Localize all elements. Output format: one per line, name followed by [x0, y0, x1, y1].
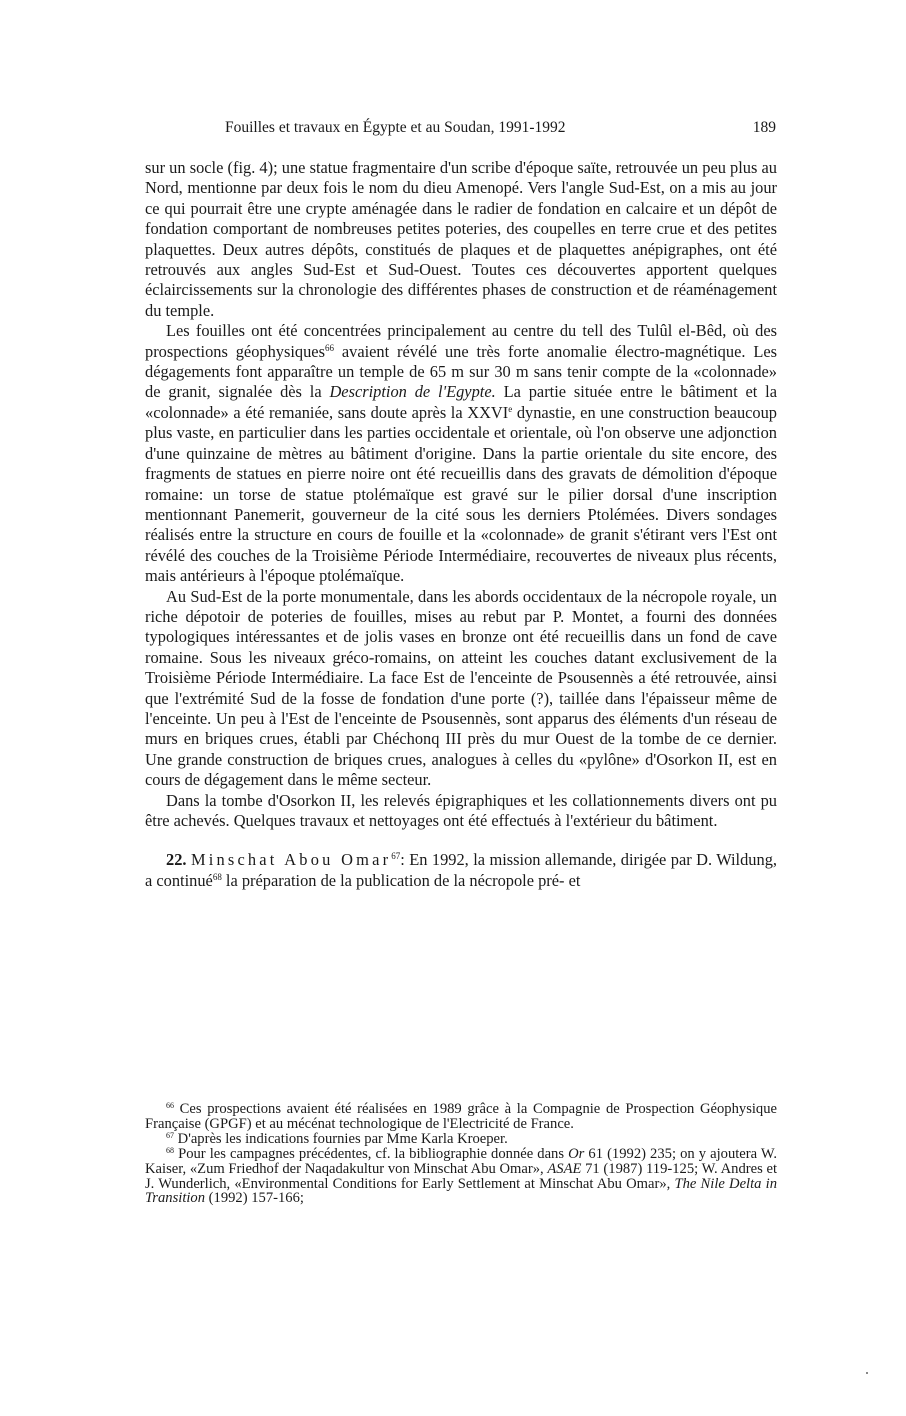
body-text — [145, 158, 777, 891]
footnote-68-journal-asae: ASAE — [547, 1160, 582, 1177]
footnote-68-text-d: (1992) 157-166; — [205, 1190, 304, 1207]
section-22-text-b: la préparation de la publication de la nécropole pré- et — [221, 870, 581, 890]
footnotes — [145, 1102, 777, 1206]
section-22-text-a: : En 1992, la mission allemande, dirigée par D. Wildung, a continué — [145, 850, 777, 890]
footnote-mark-68: 68 — [166, 1145, 174, 1155]
paragraph-2-text-d: dynastie, en une construction beaucoup plus vaste, en particulier dans les parties occidentale et orientale, où l'on observe une adjonction d'une quinzaine de mètres au bâtiment d'origine. Dans la partie orientale du site encore, des fragments de statues en pierre noire ont été recueillis dans des gravats de démolition d'époque romaine: un torse de statue ptolémaïque est gravé sur le pilier dorsal d'une inscription mentionnant Panemerit, gouverneur de la cité sous les derniers Ptolémées. Divers sondages réalisés entre la structure en cours de fouille et la «colonnade» de granit s'étirant vers l'Est ont révélé des couches de la Troisième Période Intermédiaire, recouvertes de niveaux plus récents, mais antérieurs à l'époque ptolémaïque. — [145, 402, 777, 586]
paragraph-1: sur un socle (fig. 4); une statue fragmentaire d'un scribe d'époque saïte, retrouvée un peu plus au Nord, mentionne par deux fois le nom du dieu Amenopé. Vers l'angle Sud-Est, on a mis au jour ce qui pourrait être une crypte aménagée dans le radier de fondation en calcaire et un dépôt de fondation comportant de nombreuses petites poteries, des coupelles en terre crue et des petites plaquettes. Deux autres dépôts, constitués de plaques et de plaquettes anépigraphes, ont été retrouvés aux angles Sud-Est et Sud-Ouest. Toutes ces découvertes apportent quelques éclaircissements sur la chronologie des différentes phases de construction et de réaménagement du temple. — [145, 158, 777, 320]
footnote-68-text-c: 71 (1987) 119-125; W. Andres et J. Wunderlich, «Environmental Conditions for Early Settlement at Minschat Abu Omar», — [145, 1160, 777, 1192]
paragraph-2-text-b: avaient révélé une très forte anomalie électro-magnétique. Les dégagements font apparaître un temple de 65 m sur 30 m sans tenir compte de la «colonnade» de granit, signalée dès la — [145, 341, 777, 402]
footnote-68-book-title: The Nile Delta in Transition — [145, 1175, 777, 1207]
paragraph-3: Au Sud-Est de la porte monumentale, dans les abords occidentaux de la nécropole royale, un riche dépotoir de poteries de fouilles, mises au rebut par P. Montet, a fourni des données typologiques intéressantes et de jolis vases en bronze ont été recueillis dans un fond de cave romaine. Sous les niveaux gréco-romains, on atteint les couches datant exclusivement de la Troisième Période Intermédiaire. La face Est de l'enceinte de Psousennès a été retrouvée, ainsi que l'extrémité Sud de la fosse de fondation d'une porte (?), taillée dans l'épaisseur même de l'enceinte. Un peu à l'Est de l'enceinte de Psousennès, sont apparus des éléments d'un réseau de murs en briques crues, établi par Chéchonq III près du mur Ouest de la tombe de ce dernier. Une grande construction de briques crues, analogues à celles du «pylône» d'Osorkon II, est en cours de dégagement dans le même secteur. — [145, 586, 777, 790]
section-22 — [145, 850, 777, 891]
paragraph-2-text-a: Les fouilles ont été concentrées principalement au centre du tell des Tulûl el-Bêd, où des prospections géophysiques — [145, 321, 777, 361]
page-number: 189 — [752, 119, 776, 136]
paragraph-2 — [145, 321, 777, 586]
scan-speck — [866, 1372, 868, 1374]
paragraph-4: Dans la tombe d'Osorkon II, les relevés épigraphiques et les collationnements divers ont pu être achevés. Quelques travaux et nettoyages ont été effectués à l'extérieur du bâtiment. — [145, 790, 777, 830]
section-site-name: Minschat Abou Omar — [190, 850, 392, 870]
footnote-68-journal-or: Or — [568, 1145, 585, 1162]
footnote-67 — [145, 1132, 777, 1147]
footnote-68-text-b: 61 (1992) 235; on y ajoutera W. Kaiser, «Zum Friedhof der Naqadakultur von Minschat Abu Omar», — [145, 1145, 777, 1177]
footnote-ref-68[interactable]: 68 — [212, 871, 222, 882]
footnote-66-text: Ces prospections avaient été réalisées en 1989 grâce à la Compagnie de Prospection Géophysique Française (GPGF) et au mécénat technologique de l'Electricité de France. — [145, 1101, 777, 1132]
superscript-e: e — [508, 403, 513, 414]
footnote-mark-67: 67 — [166, 1130, 174, 1140]
footnote-68-text-a: Pour les campagnes précédentes, cf. la bibliographie donnée dans — [174, 1145, 569, 1162]
footnote-68 — [145, 1147, 777, 1207]
footnote-ref-66[interactable]: 66 — [324, 342, 334, 353]
paragraph-2-text-c: La partie située entre le bâtiment et la «colonnade» a été remaniée, sans doute après la XXVI — [145, 382, 777, 422]
footnote-66 — [145, 1102, 777, 1132]
footnote-mark-66: 66 — [166, 1101, 174, 1110]
section-number: 22. — [166, 850, 187, 870]
footnote-ref-67[interactable]: 67 — [391, 851, 401, 862]
running-header — [145, 119, 776, 141]
paragraph-2-italic-title: Description de l'Egypte. — [329, 382, 496, 402]
footnote-67-text: D'après les indications fournies par Mme Karla Kroeper. — [174, 1130, 508, 1147]
running-title: Fouilles et travaux en Égypte et au Soudan, 1991-1992 — [225, 119, 566, 136]
